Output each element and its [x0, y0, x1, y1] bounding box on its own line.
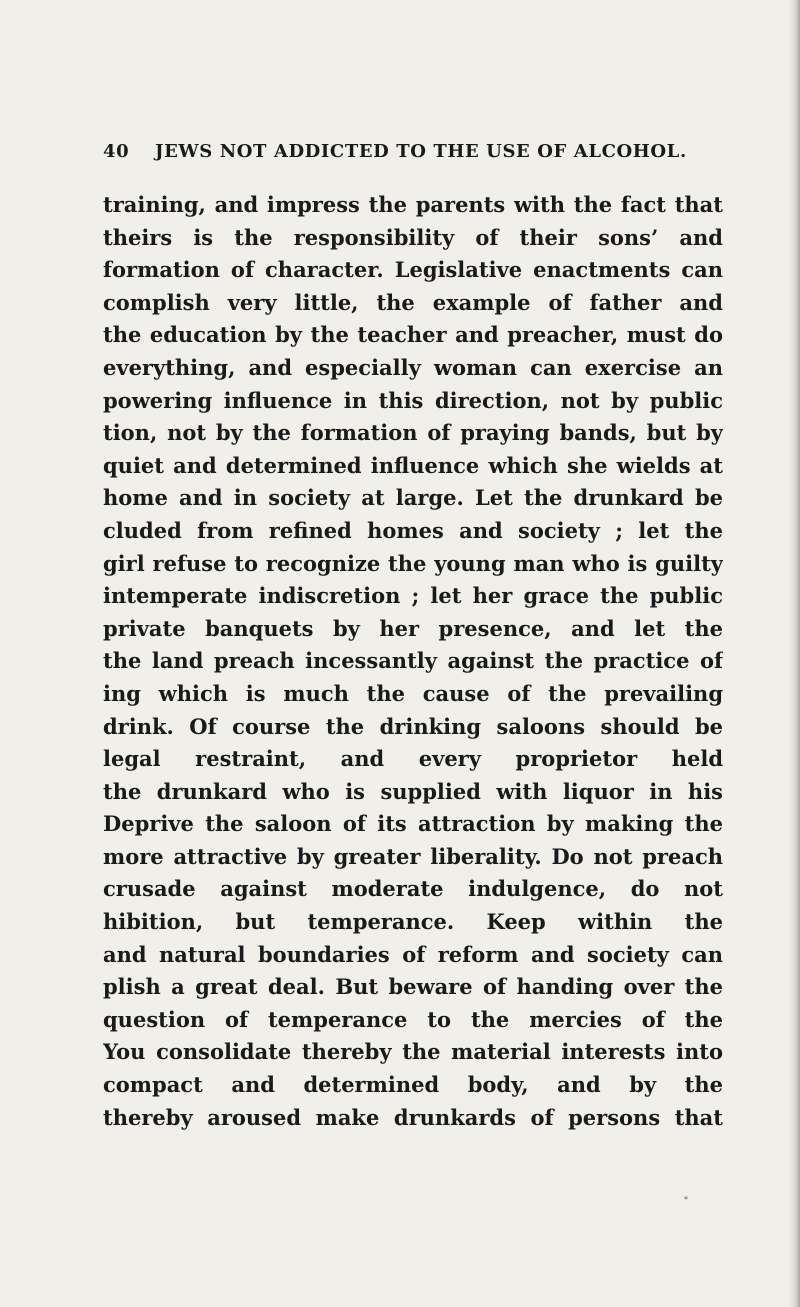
text-line: the education by the teacher and preacher, must do [103, 322, 723, 348]
text-line: the drunkard who is supplied with liquor in his [103, 778, 723, 804]
text-line: training, and impress the parents with the fact that [103, 192, 723, 217]
text-line: plish a great deal. But beware of handing over the [103, 974, 723, 1000]
text-line: drink. Of course the drinking saloons should be [103, 713, 723, 739]
text-line: more attractive by greater liberality. Do not preach [103, 843, 723, 869]
text-line: cluded from refined homes and society ; let the [103, 517, 723, 543]
text-line: and natural boundaries of reform and society can [103, 941, 723, 967]
text-line: question of temperance to the mercies of the [103, 1006, 723, 1032]
text-line: intemperate indiscretion ; let her grace the public [103, 583, 723, 609]
text-line: powering influence in this direction, not by public [103, 387, 723, 413]
running-title: JEWS NOT ADDICTED TO THE USE OF ALCOHOL. [155, 141, 687, 162]
text-line: everything, and especially woman can exercise an [103, 354, 723, 380]
text-line: quiet and determined influence which she wields at [103, 452, 723, 478]
text-line: ing which is much the cause of the prevailing [103, 680, 723, 706]
text-line: legal restraint, and every proprietor held [103, 746, 723, 772]
text-line: crusade against moderate indulgence, do not [103, 876, 723, 902]
text-line: You consolidate thereby the material interests into [103, 1039, 723, 1065]
page-edge-shadow [788, 0, 800, 1307]
text-line: tion, not by the formation of praying bands, but by [103, 420, 723, 446]
stray-mark: * [684, 1195, 688, 1204]
text-line: compact and determined body, and by the [103, 1072, 723, 1098]
text-line: the land preach incessantly against the practice of [103, 648, 723, 674]
text-line: girl refuse to recognize the young man who is guilty [103, 550, 723, 576]
body-text [103, 189, 723, 1134]
text-line: hibition, but temperance. Keep within the [103, 909, 723, 935]
text-line: private banquets by her presence, and let the [103, 615, 723, 641]
text-line: theirs is the responsibility of their sons’ and [103, 224, 723, 250]
text-line: complish very little, the example of father and [103, 289, 723, 315]
running-header [103, 141, 703, 171]
text-line: thereby aroused make drunkards of persons that [103, 1104, 723, 1130]
text-line: home and in society at large. Let the drunkard be [103, 485, 723, 511]
text-line: formation of character. Legislative enactments can [103, 257, 723, 283]
text-line: Deprive the saloon of its attraction by making the [103, 811, 723, 837]
page-number: 40 [103, 141, 130, 162]
